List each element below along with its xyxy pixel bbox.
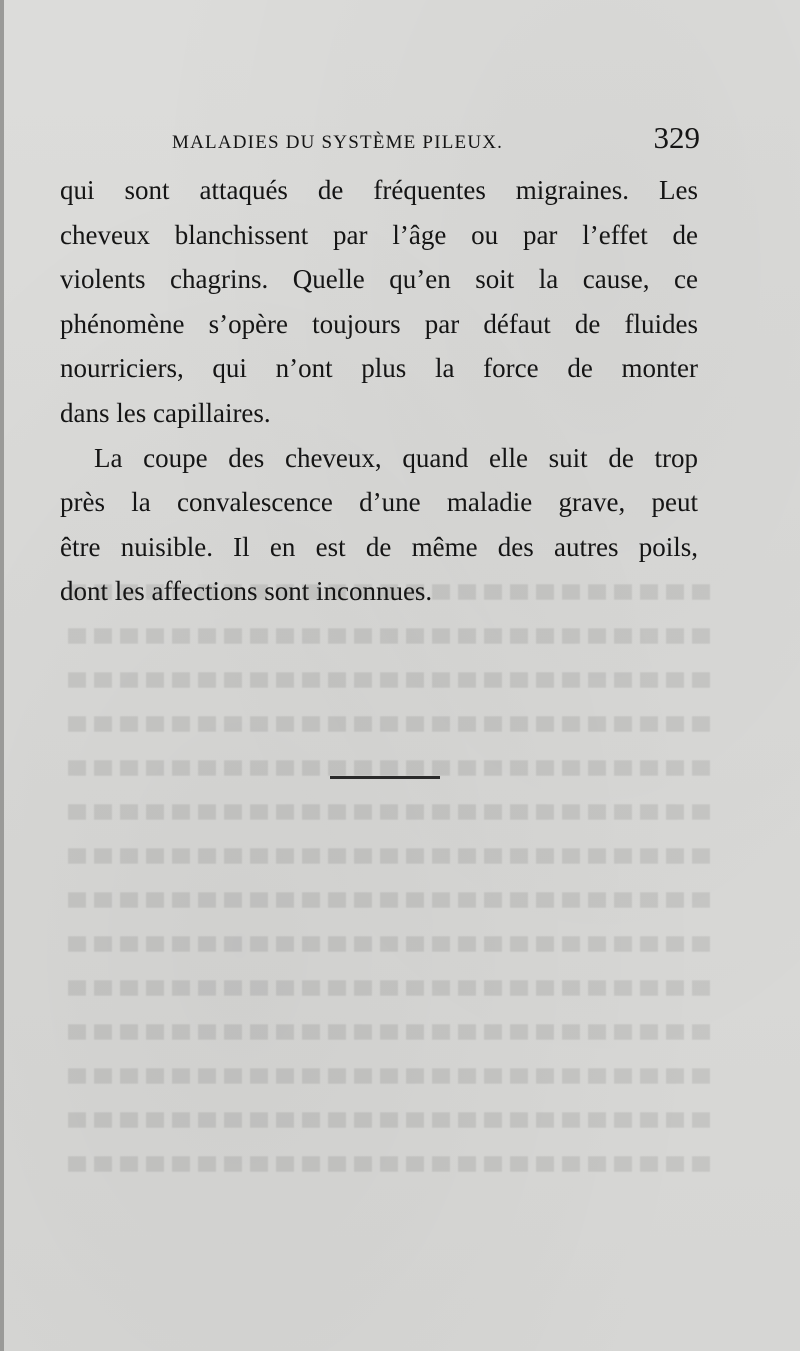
text-line: nourriciers, qui n’ont plus la force de monter	[60, 353, 698, 384]
text-line: qui sont attaqués de fréquentes migraines. Les	[60, 175, 698, 205]
section-end-rule	[330, 776, 440, 779]
text-line: dont les affections sont inconnues.	[60, 576, 433, 607]
text-line: La coupe des cheveux, quand elle suit de trop	[94, 442, 698, 473]
text-line: violents chagrins. Quelle qu’en soit la cause, ce	[60, 264, 698, 295]
page-header	[60, 120, 700, 170]
paragraph-2	[60, 436, 698, 614]
text-line: être nuisible. Il en est de même des autres poils,	[60, 531, 698, 562]
text-line: près la convalescence d’une maladie grave, peut	[60, 487, 698, 518]
text-line: phénomène s’opère toujours par défaut de fluides	[60, 308, 698, 339]
show-through-texture	[60, 570, 710, 1210]
text-line: dans les capillaires.	[60, 397, 271, 428]
page-edge-shadow	[0, 0, 4, 1351]
page-number: 329	[653, 120, 700, 155]
text-line: cheveux blanchissent par l’âge ou par l’effet de	[60, 219, 698, 250]
body-text	[60, 168, 698, 614]
paragraph-1	[60, 168, 698, 436]
running-head: MALADIES DU SYSTÈME PILEUX.	[172, 132, 504, 153]
